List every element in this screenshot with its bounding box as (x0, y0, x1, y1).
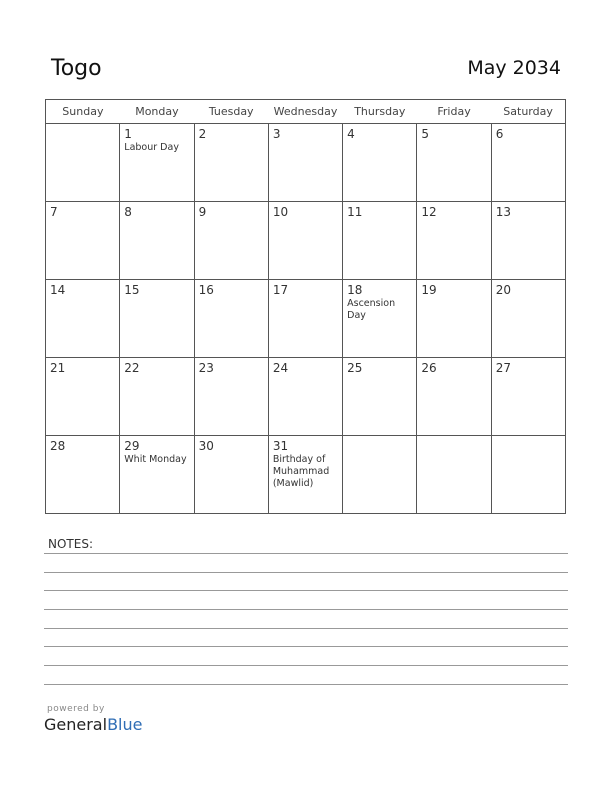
day-cell (194, 124, 268, 202)
day-number: 30 (198, 439, 214, 453)
week-row (46, 202, 566, 280)
notes-line (44, 665, 568, 666)
day-number: 21 (50, 361, 66, 375)
holiday-label: Whit Monday (124, 454, 187, 465)
day-cell (268, 202, 342, 280)
week-row (46, 124, 566, 202)
day-cell (194, 280, 268, 358)
day-number: 7 (50, 205, 58, 219)
day-number: 5 (421, 127, 430, 141)
day-number: 22 (124, 361, 140, 375)
day-number: 20 (495, 283, 511, 297)
notes-label: NOTES: (48, 537, 93, 551)
notes-line (44, 590, 568, 591)
day-cell (46, 358, 120, 436)
day-cell (491, 280, 565, 358)
day-number: 10 (272, 205, 289, 219)
day-cell (491, 358, 565, 436)
holiday-label: Birthday of Muhammad (Mawlid) (272, 454, 330, 489)
notes-line (44, 646, 568, 647)
generalblue-logo (44, 715, 142, 734)
brand-footer (44, 704, 142, 734)
weekday-tuesday: Tuesday (194, 100, 268, 124)
day-number: 2 (198, 127, 207, 141)
weekday-sunday: Sunday (46, 100, 120, 124)
day-cell (120, 358, 194, 436)
day-number: 27 (495, 361, 511, 375)
day-cell (268, 436, 342, 514)
day-cell (417, 280, 491, 358)
day-cell (120, 124, 194, 202)
notes-line (44, 572, 568, 573)
notes-line (44, 609, 568, 610)
day-cell (120, 202, 194, 280)
weekday-friday: Friday (417, 100, 491, 124)
day-number: 4 (347, 127, 355, 141)
day-cell (194, 202, 268, 280)
day-number: 25 (347, 361, 363, 375)
day-cell (491, 436, 565, 514)
day-cell (343, 280, 417, 358)
day-number: 1 (124, 127, 132, 141)
day-cell (417, 358, 491, 436)
logo-blue: Blue (107, 715, 143, 734)
logo-general: General (44, 715, 108, 734)
holiday-label: Labour Day (124, 142, 179, 153)
day-cell (46, 280, 120, 358)
day-cell (46, 124, 120, 202)
day-number: 15 (124, 283, 140, 297)
month-year-title: May 2034 (467, 57, 561, 79)
day-cell (343, 358, 417, 436)
day-cell (491, 124, 565, 202)
notes-line (44, 553, 568, 554)
day-number: 24 (272, 361, 289, 375)
day-cell (268, 358, 342, 436)
day-cell (417, 436, 491, 514)
day-cell (46, 202, 120, 280)
day-number: 28 (50, 439, 66, 453)
day-number: 9 (198, 205, 207, 219)
day-cell (194, 358, 268, 436)
powered-by-text: powered by (47, 704, 105, 714)
day-number: 12 (421, 205, 437, 219)
day-cell (120, 436, 194, 514)
weekday-header-row (46, 100, 566, 124)
day-cell (343, 202, 417, 280)
day-number: 23 (198, 361, 214, 375)
week-row (46, 280, 566, 358)
day-number: 18 (347, 283, 363, 297)
day-cell (194, 436, 268, 514)
day-cell (46, 436, 120, 514)
day-number: 6 (495, 127, 504, 141)
day-cell (268, 124, 342, 202)
week-row (46, 436, 566, 514)
day-number: 13 (495, 205, 511, 219)
day-number: 29 (124, 439, 140, 453)
weekday-saturday: Saturday (491, 100, 565, 124)
day-cell (417, 124, 491, 202)
day-number: 31 (272, 439, 289, 453)
holiday-label: Ascension Day (347, 298, 396, 321)
country-title: Togo (51, 56, 102, 81)
day-cell (343, 436, 417, 514)
day-cell (491, 202, 565, 280)
day-number: 19 (421, 283, 437, 297)
day-number: 3 (272, 127, 281, 141)
notes-line (44, 684, 568, 685)
day-number: 17 (272, 283, 289, 297)
day-number: 11 (347, 205, 363, 219)
notes-line (44, 628, 568, 629)
day-cell (120, 280, 194, 358)
calendar-grid (45, 99, 566, 514)
day-number: 16 (198, 283, 214, 297)
week-row (46, 358, 566, 436)
day-cell (343, 124, 417, 202)
day-number: 26 (421, 361, 437, 375)
day-number: 8 (124, 205, 132, 219)
weekday-thursday: Thursday (343, 100, 417, 124)
weekday-monday: Monday (120, 100, 194, 124)
weekday-wednesday: Wednesday (268, 100, 342, 124)
day-number: 14 (50, 283, 66, 297)
day-cell (417, 202, 491, 280)
day-cell (268, 280, 342, 358)
